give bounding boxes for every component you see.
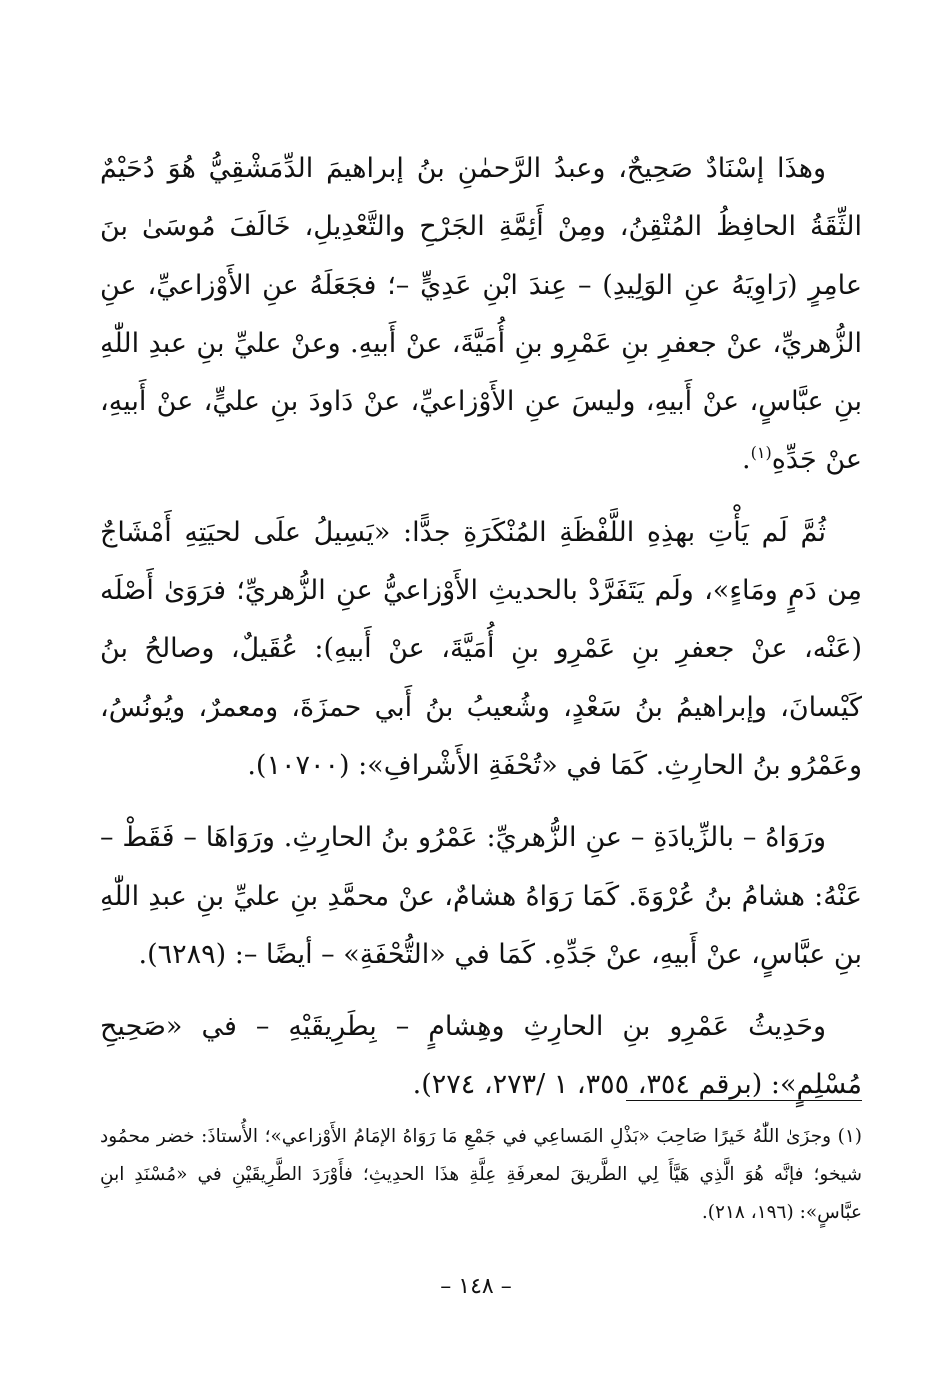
paragraph-1-text: وهذَا إسْنَادٌ صَحِيحٌ، وعبدُ الرَّحمٰنِ بنُ إبراهيمَ الدِّمَشْقِيُّ هُوَ دُحَيْمٌ الثِّقَةُ الحافِظُ المُتْقِنُ، ومِنْ أَئِمَّةِ الجَرْحِ والتَّعْدِيلِ، خَالَفَ مُوسَىٰ بنَ عامِرٍ (رَاوِيَهُ عنِ الوَلِيدِ) – عِندَ ابْنِ عَدِيٍّ –؛ فجَعَلَهُ عنِ الأَوْزاعيِّ، عنِ الزُّهريِّ، عنْ جعفرِ بنِ عَمْرِو بنِ أُمَيَّةَ، عنْ أَبيهِ. وعنْ عليِّ بنِ عبدِ اللّٰهِ بنِ عبَّاسٍ، عنْ أَبيهِ، وليسَ عنِ الأَوْزاعيِّ، عنْ دَاودَ بنِ عليٍّ، عنْ أَبيهِ، عنْ جَدِّهِ [100,153,862,476]
footnote-text: (١) وجزَىٰ اللّٰهُ خَيرًا صَاحِبَ «بَذْلِ المَساعِي في جَمْعِ مَا رَوَاهُ الإمَامُ الأَوْزاعي»؛ الأُستاذَ: خضر محمُود شيخو؛ فإنَّه هُوَ الَّذِي هَيَّأَ لِي الطَّريقَ لمعرفَةِ عِلَّةِ هذَا الحدِيثِ؛ فأَوْرَدَ الطَّرِيقَيْنِ في «مُسْنَدِ ابنِ عبَّاسٍ»: (١٩٦، ٢١٨). [100,1126,862,1223]
footnote-separator [626,1100,862,1101]
paragraph-2: ثُمَّ لَم يَأْتِ بهذِهِ اللَّفْظَةِ المُنْكَرَةِ جدًّا: «يَسِيلُ علَى لحيَتِهِ أَمْشَاجٌ مِن دَمٍ ومَاءٍ»، ولَم يَتَفَرَّدْ بالحديثِ الأَوْزاعيُّ عنِ الزُّهريِّ؛ فرَوَىٰ أَصْلَه (عَنْه، عنْ جعفرِ بنِ عَمْرِو بنِ أُمَيَّةَ، عنْ أَبيهِ): عُقَيلٌ، وصالحُ بنُ كَيْسانَ، وإبراهيمُ بنُ سَعْدٍ، وشُعيبُ بنُ أَبي حمزَةَ، ومعمرٌ، ويُونُسُ، وعَمْرُو بنُ الحارِثِ. كَمَا في «تُحْفَةِ الأَشْرافِ»: (١٠٧٠٠). [100,516,862,781]
paragraph-1-end: . [742,444,751,476]
paragraph-1 [100,140,862,490]
footnote [100,1118,862,1232]
footnote-reference: (١) [750,443,772,463]
paragraph-4: وحَدِيثُ عَمْرِو بنِ الحارِثِ وهِشامٍ – بِطَرِيقَيْهِ – في «صَحِيحِ مُسْلِمٍ»: (برقم ٣٥٤، ٣٥٥، ١ /٢٧٣، ٢٧٤). [100,1011,862,1101]
paragraph-3: ورَوَاهُ – بالزِّيادَةِ – عنِ الزُّهريِّ: عَمْرُو بنُ الحارِثِ. ورَوَاهَا – فَقَطْ – عَنْهُ: هشامُ بنُ عُرْوَةَ. كَمَا رَوَاهُ هشامٌ، عنْ محمَّدِ بنِ عليِّ بنِ عبدِ اللّٰهِ بنِ عبَّاسٍ، عنْ أَبيهِ، عنْ جَدِّهِ. كَمَا في «التُّحْفَةِ» – أيضًا –: (٦٢٨٩). [100,822,862,970]
page-number: – ١٤٨ – [440,1274,512,1299]
main-text [100,140,862,1115]
